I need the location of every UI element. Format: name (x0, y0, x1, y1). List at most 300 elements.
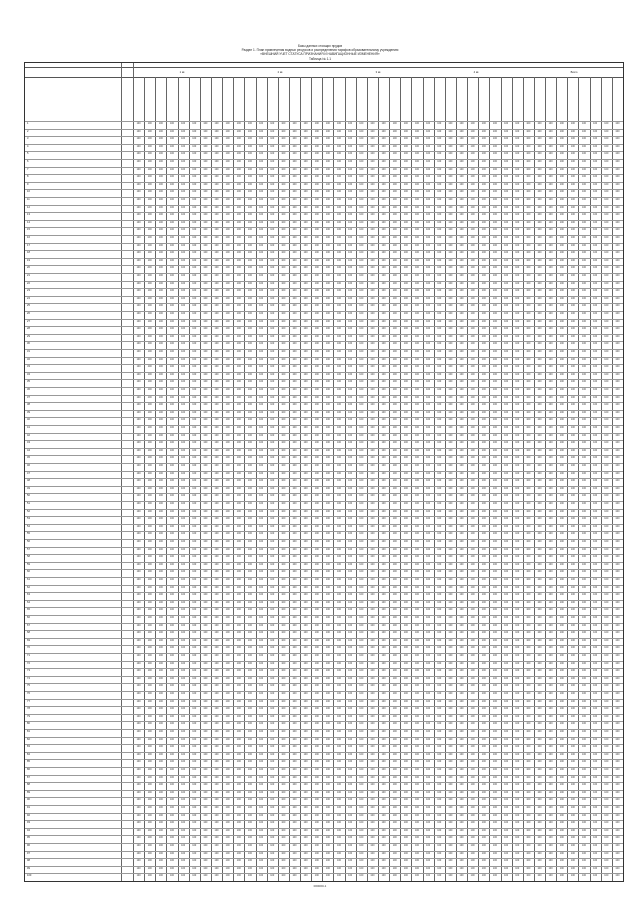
table-cell: 100 (192, 160, 197, 163)
table-cell: 100 (392, 844, 397, 847)
table-cell: 100 (392, 251, 397, 255)
table-cell: 100 (270, 167, 275, 171)
table-cell: 100 (214, 464, 219, 467)
table-cell: 100 (247, 646, 252, 650)
table-cell: 100 (604, 281, 609, 285)
table-cell: 100 (604, 623, 609, 627)
table-cell: 100 (247, 714, 252, 718)
table-cell: 100 (414, 806, 419, 809)
table-cell: 100 (337, 844, 342, 847)
table-cell: 100 (292, 707, 297, 711)
table-cell: 100 (537, 342, 542, 346)
table-cell: 100 (570, 304, 575, 308)
table-cell: 100 (303, 600, 308, 604)
table-cell: 100 (593, 828, 598, 832)
table-cell: 100 (504, 654, 509, 657)
table-cell: 100 (437, 426, 442, 429)
table-cell: 100 (504, 319, 509, 323)
table-cell: 100 (337, 395, 342, 399)
table-cell: 100 (459, 760, 464, 764)
table-cell: 100 (604, 775, 609, 779)
table-cell: 100 (181, 646, 186, 650)
table-cell: 100 (236, 540, 241, 543)
table-cell: 100 (314, 403, 319, 407)
table-cell: 100 (403, 167, 408, 171)
table-cell: 100 (481, 464, 486, 467)
table-cell: 100 (292, 448, 297, 452)
table-cell: 100 (136, 228, 141, 232)
table-cell: 100 (481, 859, 486, 863)
table-cell: 100 (593, 167, 598, 171)
table-cell: 100 (392, 760, 397, 764)
table-cell: 100 (492, 806, 497, 809)
table-cell: 100 (392, 372, 397, 376)
table-cell: 100 (181, 486, 186, 490)
table-cell: 100 (448, 836, 453, 840)
table-cell: 100 (492, 585, 497, 589)
table-cell: 100 (403, 137, 408, 141)
table-cell: 100 (181, 182, 186, 186)
table-cell: 100 (214, 593, 219, 597)
table-cell: 100 (247, 319, 252, 323)
table-cell: 100 (303, 859, 308, 863)
table-cell: 100 (504, 669, 509, 673)
table-cell: 100 (548, 692, 553, 695)
table-cell: 100 (392, 570, 397, 574)
table-cell: 100 (470, 327, 475, 331)
table-cell: 100 (214, 296, 219, 300)
table-cell: 100 (147, 646, 152, 650)
table-cell: 100 (437, 441, 442, 445)
table-cell: 100 (570, 357, 575, 361)
table-cell: 100 (169, 152, 174, 156)
table-cell: 100 (604, 395, 609, 399)
table-cell: 100 (515, 638, 520, 642)
table-cell: 100 (381, 502, 386, 505)
table-cell: 100 (225, 752, 230, 756)
table-cell: 100 (192, 152, 197, 156)
table-cell: 100 (526, 243, 531, 247)
table-cell: 100 (593, 730, 598, 733)
table-cell: 100 (225, 783, 230, 787)
table-cell: 100 (158, 395, 163, 399)
table-cell: 100 (392, 684, 397, 688)
table-cell: 100 (448, 806, 453, 809)
table-cell: 100 (426, 745, 431, 749)
table-cell: 100 (537, 562, 542, 566)
table-cell: 100 (470, 266, 475, 270)
table-cell: 100 (559, 828, 564, 832)
table-cell: 100 (359, 182, 364, 186)
table-cell: 100 (325, 821, 330, 825)
table-cell: 100 (537, 722, 542, 726)
table-cell: 100 (203, 638, 208, 642)
table-cell: 100 (504, 631, 509, 635)
table-cell: 100 (192, 327, 197, 331)
table-cell: 100 (537, 198, 542, 201)
table-cell: 100 (570, 509, 575, 513)
table-cell: 100 (292, 768, 297, 771)
table-cell: 100 (147, 768, 152, 771)
table-cell: 100 (181, 372, 186, 376)
table-cell: 100 (437, 220, 442, 224)
table-cell: 100 (392, 646, 397, 650)
table-cell: 100 (615, 578, 620, 581)
table-cell: 100 (459, 190, 464, 194)
table-cell: 100 (325, 585, 330, 589)
table-cell: 100 (615, 775, 620, 779)
row-number: 15 (27, 228, 30, 232)
table-cell: 100 (570, 570, 575, 574)
table-cell: 100 (370, 403, 375, 407)
table-cell: 100 (292, 616, 297, 619)
table-cell: 100 (370, 258, 375, 262)
table-cell: 100 (437, 494, 442, 498)
table-cell: 100 (470, 388, 475, 391)
table-cell: 100 (314, 844, 319, 847)
table-cell: 100 (593, 760, 598, 764)
table-cell: 100 (515, 813, 520, 817)
table-cell: 100 (448, 160, 453, 163)
table-cell: 100 (459, 745, 464, 749)
table-cell: 100 (481, 502, 486, 505)
table-cell: 100 (325, 372, 330, 376)
table-cell: 100 (448, 327, 453, 331)
table-cell: 100 (459, 608, 464, 612)
table-cell: 100 (537, 646, 542, 650)
table-cell: 100 (370, 327, 375, 331)
table-cell: 100 (392, 813, 397, 817)
table-cell: 100 (370, 137, 375, 141)
table-cell: 100 (414, 327, 419, 331)
table-cell: 100 (214, 623, 219, 627)
table-cell: 100 (314, 152, 319, 156)
table-cell: 100 (426, 274, 431, 277)
table-cell: 100 (181, 661, 186, 665)
table-cell: 100 (303, 866, 308, 870)
table-cell: 100 (459, 456, 464, 460)
table-cell: 100 (370, 198, 375, 201)
table-cell: 100 (158, 144, 163, 148)
table-cell: 100 (214, 676, 219, 680)
table-cell: 100 (392, 410, 397, 414)
table-cell: 100 (437, 205, 442, 209)
table-cell: 100 (192, 540, 197, 543)
table-cell: 100 (515, 144, 520, 148)
table-cell: 100 (582, 456, 587, 460)
table-cell: 100 (481, 213, 486, 217)
table-cell: 100 (281, 509, 286, 513)
table-cell: 100 (604, 866, 609, 870)
table-cell: 100 (259, 692, 264, 695)
table-cell: 100 (370, 395, 375, 399)
table-cell: 100 (359, 304, 364, 308)
table-cell: 100 (504, 661, 509, 665)
table-cell: 100 (225, 828, 230, 832)
table-cell: 100 (259, 182, 264, 186)
table-cell: 100 (348, 646, 353, 650)
table-cell: 100 (359, 532, 364, 536)
table-cell: 100 (147, 243, 152, 247)
table-cell: 100 (470, 821, 475, 825)
table-cell: 100 (370, 304, 375, 308)
table-cell: 100 (481, 410, 486, 414)
table-cell: 100 (259, 274, 264, 277)
table-cell: 100 (426, 448, 431, 452)
table-cell: 100 (169, 441, 174, 445)
table-cell: 100 (448, 395, 453, 399)
table-cell: 100 (203, 813, 208, 817)
table-cell: 100 (604, 410, 609, 414)
table-cell: 100 (504, 593, 509, 597)
table-cell: 100 (492, 220, 497, 224)
table-cell: 100 (381, 296, 386, 300)
table-cell: 100 (570, 844, 575, 847)
table-cell: 100 (158, 502, 163, 505)
table-cell: 100 (136, 426, 141, 429)
table-cell: 100 (504, 752, 509, 756)
table-cell: 100 (481, 524, 486, 528)
table-cell: 100 (548, 532, 553, 536)
table-cell: 100 (459, 372, 464, 376)
table-cell: 100 (270, 532, 275, 536)
table-cell: 100 (448, 874, 453, 878)
table-cell: 100 (526, 494, 531, 498)
table-cell: 100 (359, 798, 364, 802)
table-cell: 100 (181, 365, 186, 369)
table-cell: 100 (537, 578, 542, 581)
table-cell: 100 (604, 821, 609, 825)
table-cell: 100 (526, 175, 531, 179)
table-cell: 100 (537, 213, 542, 217)
table-cell: 100 (292, 479, 297, 483)
table-cell: 100 (504, 836, 509, 840)
table-cell: 100 (214, 205, 219, 209)
table-cell: 100 (203, 684, 208, 688)
table-cell: 100 (259, 494, 264, 498)
table-cell: 100 (593, 692, 598, 695)
table-cell: 100 (548, 540, 553, 543)
table-cell: 100 (325, 699, 330, 703)
table-cell: 100 (203, 304, 208, 308)
table-cell: 100 (593, 137, 598, 141)
table-cell: 100 (192, 228, 197, 232)
table-cell: 100 (359, 122, 364, 125)
table-cell: 100 (370, 851, 375, 855)
row-number: 51 (27, 502, 30, 505)
table-cell: 100 (314, 547, 319, 551)
table-cell: 100 (392, 342, 397, 346)
table-cell: 100 (582, 813, 587, 817)
table-cell: 100 (337, 342, 342, 346)
table-cell: 100 (459, 859, 464, 863)
table-cell: 100 (582, 448, 587, 452)
table-cell: 100 (236, 692, 241, 695)
table-cell: 100 (303, 365, 308, 369)
table-cell: 100 (426, 486, 431, 490)
table-cell: 100 (314, 213, 319, 217)
table-cell: 100 (448, 220, 453, 224)
table-cell: 100 (169, 623, 174, 627)
table-cell: 100 (492, 692, 497, 695)
table-cell: 100 (515, 122, 520, 125)
table-cell: 100 (348, 828, 353, 832)
table-cell: 100 (158, 844, 163, 847)
table-cell: 100 (459, 676, 464, 680)
table-cell: 100 (459, 365, 464, 369)
table-cell: 100 (147, 798, 152, 802)
table-cell: 100 (147, 570, 152, 574)
table-cell: 100 (559, 646, 564, 650)
table-cell: 100 (381, 205, 386, 209)
table-cell: 100 (470, 699, 475, 703)
table-cell: 100 (359, 768, 364, 771)
table-cell: 100 (225, 562, 230, 566)
table-cell: 100 (325, 289, 330, 293)
table-cell: 100 (515, 745, 520, 749)
table-cell: 100 (426, 866, 431, 870)
table-cell: 100 (292, 851, 297, 855)
table-cell: 100 (582, 418, 587, 422)
table-cell: 100 (247, 494, 252, 498)
table-cell: 100 (314, 616, 319, 619)
table-cell: 100 (259, 570, 264, 574)
table-cell: 100 (448, 144, 453, 148)
table-cell: 100 (214, 228, 219, 232)
table-cell: 100 (225, 251, 230, 255)
table-cell: 100 (437, 578, 442, 581)
row-number: 9 (27, 182, 29, 186)
table-cell: 100 (337, 357, 342, 361)
table-cell: 100 (225, 798, 230, 802)
table-cell: 100 (570, 661, 575, 665)
table-cell: 100 (292, 274, 297, 277)
table-cell: 100 (158, 524, 163, 528)
table-cell: 100 (325, 517, 330, 521)
table-cell: 100 (292, 540, 297, 543)
table-cell: 100 (214, 775, 219, 779)
row-number: 75 (27, 684, 30, 688)
table-cell: 100 (381, 380, 386, 384)
table-cell: 100 (225, 182, 230, 186)
table-cell: 100 (426, 775, 431, 779)
table-cell: 100 (303, 798, 308, 802)
table-cell: 100 (414, 471, 419, 475)
table-cell: 100 (570, 593, 575, 597)
table-cell: 100 (515, 486, 520, 490)
table-cell: 100 (570, 418, 575, 422)
table-cell: 100 (481, 540, 486, 543)
table-cell: 100 (403, 745, 408, 749)
table-cell: 100 (225, 768, 230, 771)
table-cell: 100 (414, 274, 419, 277)
table-cell: 100 (214, 874, 219, 878)
table-cell: 100 (526, 737, 531, 741)
table-cell: 100 (192, 638, 197, 642)
table-cell: 100 (548, 144, 553, 148)
table-cell: 100 (348, 281, 353, 285)
table-cell: 100 (426, 654, 431, 657)
table-cell: 100 (392, 464, 397, 467)
table-cell: 100 (459, 547, 464, 551)
table-cell: 100 (181, 236, 186, 239)
table-cell: 100 (548, 418, 553, 422)
table-cell: 100 (492, 874, 497, 878)
table-cell: 100 (270, 441, 275, 445)
table-cell: 100 (303, 654, 308, 657)
table-cell: 100 (504, 699, 509, 703)
table-cell: 100 (414, 813, 419, 817)
table-cell: 100 (481, 676, 486, 680)
table-cell: 100 (192, 570, 197, 574)
table-cell: 100 (147, 836, 152, 840)
table-cell: 100 (570, 160, 575, 163)
table-cell: 100 (459, 175, 464, 179)
table-cell: 100 (203, 821, 208, 825)
table-cell: 100 (348, 570, 353, 574)
table-cell: 100 (481, 228, 486, 232)
table-cell: 100 (259, 198, 264, 201)
table-cell: 100 (559, 274, 564, 277)
table-cell: 100 (303, 616, 308, 619)
table-cell: 100 (437, 623, 442, 627)
table-cell: 100 (192, 213, 197, 217)
table-cell: 100 (392, 395, 397, 399)
table-cell: 100 (392, 380, 397, 384)
table-cell: 100 (292, 137, 297, 141)
table-cell: 100 (437, 502, 442, 505)
table-cell: 100 (225, 464, 230, 467)
table-cell: 100 (526, 866, 531, 870)
table-cell: 100 (181, 129, 186, 133)
table-cell: 100 (147, 752, 152, 756)
table-cell: 100 (481, 342, 486, 346)
table-cell: 100 (314, 289, 319, 293)
table-cell: 100 (470, 638, 475, 642)
group-header: 4 кв (473, 71, 479, 74)
table-cell: 100 (181, 851, 186, 855)
table-cell: 100 (214, 684, 219, 688)
table-cell: 100 (225, 722, 230, 726)
table-cell: 100 (348, 790, 353, 794)
table-cell: 100 (459, 319, 464, 323)
table-cell: 100 (292, 167, 297, 171)
table-cell: 100 (292, 578, 297, 581)
table-cell: 100 (247, 783, 252, 787)
table-cell: 100 (359, 456, 364, 460)
table-cell: 100 (593, 228, 598, 232)
table-cell: 100 (147, 426, 152, 429)
table-cell: 100 (381, 236, 386, 239)
table-cell: 100 (615, 388, 620, 391)
table-cell: 100 (459, 578, 464, 581)
table-cell: 100 (437, 608, 442, 612)
table-cell: 100 (437, 562, 442, 566)
table-cell: 100 (192, 828, 197, 832)
table-cell: 100 (481, 783, 486, 787)
row-number: 52 (27, 509, 30, 513)
table-cell: 100 (459, 122, 464, 125)
table-cell: 100 (537, 319, 542, 323)
table-cell: 100 (270, 866, 275, 870)
table-cell: 100 (437, 266, 442, 270)
table-cell: 100 (169, 502, 174, 505)
table-cell: 100 (515, 175, 520, 179)
table-cell: 100 (437, 540, 442, 543)
table-cell: 100 (582, 676, 587, 680)
table-cell: 100 (169, 524, 174, 528)
table-cell: 100 (481, 828, 486, 832)
